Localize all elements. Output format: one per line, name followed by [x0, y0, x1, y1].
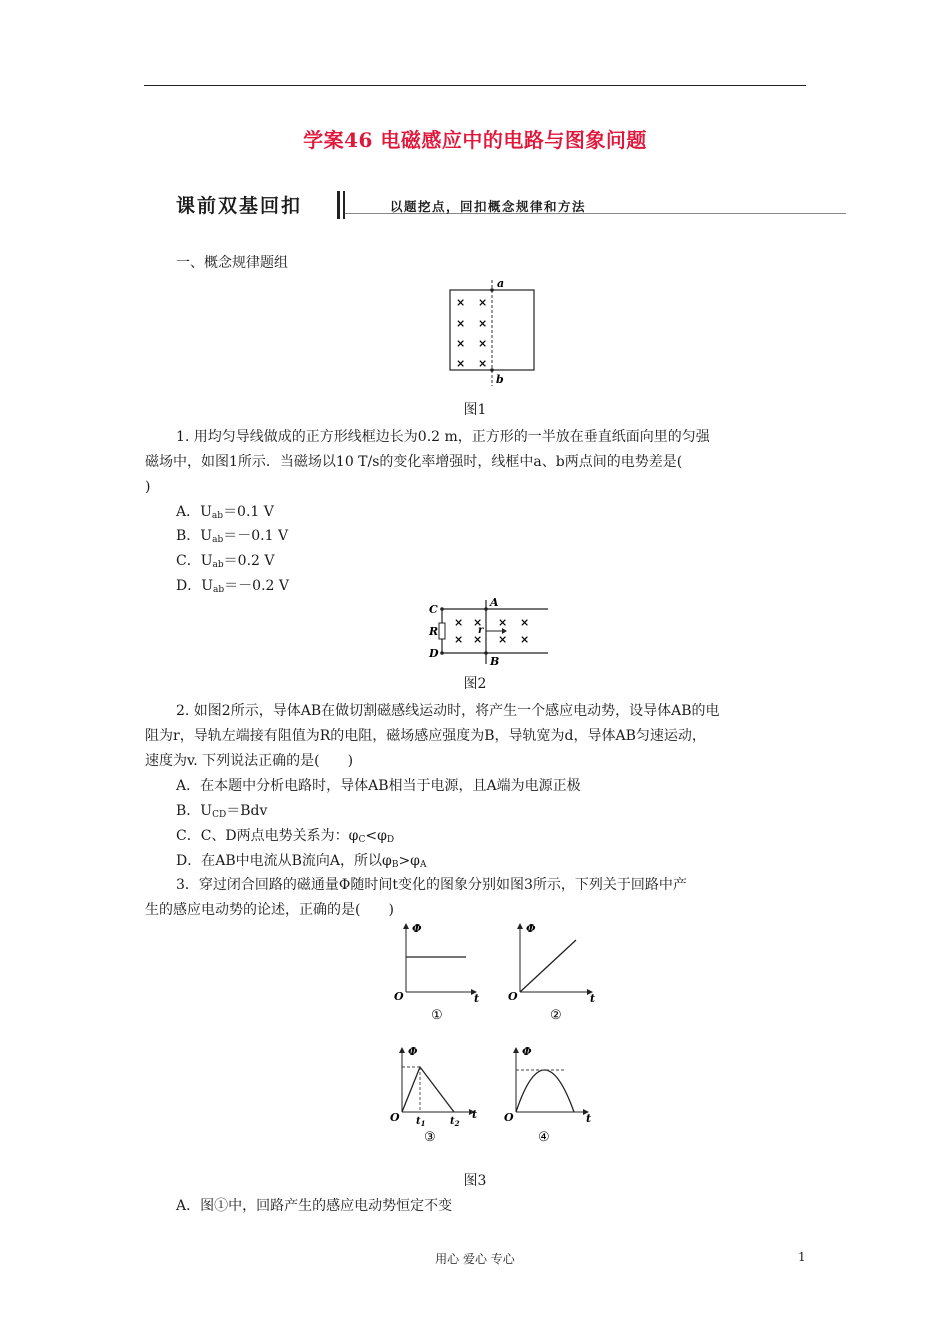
- label-C: C: [429, 603, 438, 616]
- q2-line3: 速度为v. 下列说法正确的是( ): [145, 753, 354, 769]
- graph-1: [394, 922, 479, 1023]
- q2-line1: 2. 如图2所示，导体AB在做切割磁感线运动时，将产生一个感应电动势，设导体AB的电: [176, 703, 720, 719]
- graph-1-origin: O: [394, 990, 404, 1003]
- section-banner-subtitle: 以题挖点，回扣概念规律和方法: [390, 199, 587, 214]
- graph-3-curve: [402, 1067, 454, 1112]
- graph-2-t-label: t: [590, 992, 596, 1005]
- figure-1-caption: 图1: [463, 402, 487, 418]
- figure-2-caption: 图2: [463, 676, 487, 692]
- graph-1-number: ①: [431, 1008, 443, 1023]
- page-title: 学案46 电磁感应中的电路与图象问题: [303, 128, 647, 152]
- q1-option-a: A．$U_{ab}=0.1$ V: [176, 504, 274, 521]
- q3-line1: 3．穿过闭合回路的磁通量Φ随时间t变化的图象分别如图3所示，下列关于回路中产: [176, 877, 687, 893]
- field-cross: ×: [478, 337, 488, 350]
- graph-4: [504, 1045, 591, 1145]
- field-cross: ×: [454, 633, 464, 646]
- graph-2: [508, 922, 595, 1023]
- graph-4-number: ④: [538, 1130, 550, 1145]
- graph-3-phi-label: Φ: [408, 1045, 418, 1058]
- label-a: a: [497, 278, 505, 290]
- point-A: [484, 607, 488, 611]
- graph-4-origin: O: [504, 1111, 514, 1124]
- field-cross: ×: [520, 616, 530, 629]
- q2-option-d: D．在AB中电流从B流向A，所以$\varphi_B>\varphi_A$: [176, 853, 427, 870]
- field-cross: ×: [473, 616, 483, 629]
- graph-1-phi-label: Φ: [412, 922, 422, 935]
- q1-line1: 1. 用均匀导线做成的正方形线框边长为0.2 m，正方形的一半放在垂直纸面向里的匀强: [176, 429, 710, 445]
- q2-option-c: C．C、D两点电势关系为：$\varphi_C<\varphi_D$: [176, 828, 395, 845]
- footer-motto: 用心 爱心 专心: [435, 1252, 515, 1266]
- figure-3-graphs: [380, 918, 610, 1154]
- label-b: b: [496, 373, 504, 386]
- field-cross: ×: [478, 296, 488, 309]
- field-cross: ×: [478, 317, 488, 330]
- point-D: [440, 651, 444, 655]
- graph-3-origin: O: [390, 1111, 400, 1124]
- point-C: [440, 607, 444, 611]
- label-B: B: [490, 655, 500, 668]
- graph-3-t2-label: $t_2$: [450, 1116, 460, 1128]
- page-number: 1: [798, 1250, 806, 1264]
- q3-option-a: A．图①中，回路产生的感应电动势恒定不变: [176, 1198, 453, 1214]
- graph-4-phi-label: Φ: [522, 1045, 532, 1058]
- q2-option-a: A．在本题中分析电路时，导体AB相当于电源，且A端为电源正极: [176, 778, 581, 794]
- field-cross: ×: [456, 357, 466, 370]
- field-cross: ×: [498, 633, 508, 646]
- field-cross: ×: [454, 616, 464, 629]
- top-rule: [144, 85, 806, 86]
- field-cross: ×: [498, 616, 508, 629]
- banner-divider-thin: [343, 191, 345, 219]
- magnetic-field-crosses: [456, 296, 487, 370]
- graph-3-t-label: t: [472, 1108, 478, 1121]
- point-a: [490, 288, 494, 292]
- q1-option-c: C．$U_{ab}=0.2$ V: [176, 553, 275, 570]
- field-cross: ×: [456, 317, 466, 330]
- label-A: A: [490, 596, 499, 609]
- q1-line2: 磁场中，如图1所示．当磁场以10 T/s的变化率增强时，线框中a、b两点间的电势差是(: [145, 454, 683, 470]
- label-D: D: [429, 647, 439, 660]
- graph-4-t-label: t: [586, 1112, 592, 1125]
- graph-2-origin: O: [508, 990, 518, 1003]
- q1-option-d: D．$U_{ab}=-0.2$ V: [176, 578, 289, 595]
- q1-line3: ): [145, 479, 151, 495]
- graph-2-number: ②: [550, 1008, 562, 1023]
- field-cross: ×: [456, 296, 466, 309]
- figure-3-caption: 图3: [463, 1173, 487, 1189]
- section-heading: 一、概念规律题组: [176, 255, 288, 271]
- field-cross: ×: [478, 357, 488, 370]
- graph-3-t1-label: $t_1$: [416, 1116, 426, 1128]
- label-r: r: [478, 625, 484, 636]
- banner-divider: [337, 191, 340, 219]
- graph-1-t-label: t: [474, 992, 480, 1005]
- q3-line2: 生的感应电动势的论述，正确的是( ): [145, 902, 394, 918]
- point-b: [490, 368, 494, 372]
- label-R: R: [429, 625, 439, 638]
- figure-2-diagram: [426, 596, 552, 668]
- graph-3: [390, 1045, 477, 1145]
- q2-option-b: B．$U_{CD}=Bdv$: [176, 803, 268, 820]
- field-cross: ×: [456, 337, 466, 350]
- field-cross: ×: [473, 633, 483, 646]
- section-banner-label: 课前双基回扣: [176, 195, 303, 217]
- q1-option-b: B．$U_{ab}=-0.1$ V: [176, 528, 289, 545]
- graph-2-phi-label: Φ: [526, 922, 536, 935]
- graph-4-curve: [516, 1070, 574, 1112]
- graph-3-number: ③: [424, 1130, 436, 1145]
- q2-line2: 阻为r，导轨左端接有阻值为R的电阻，磁场感应强度为B，导轨宽为d，导体AB匀速运动，: [145, 728, 706, 744]
- figure-1-diagram: [440, 278, 544, 390]
- graph-2-curve: [520, 940, 576, 992]
- field-cross: ×: [520, 633, 530, 646]
- point-B: [484, 651, 488, 655]
- resistor-R: [439, 623, 445, 639]
